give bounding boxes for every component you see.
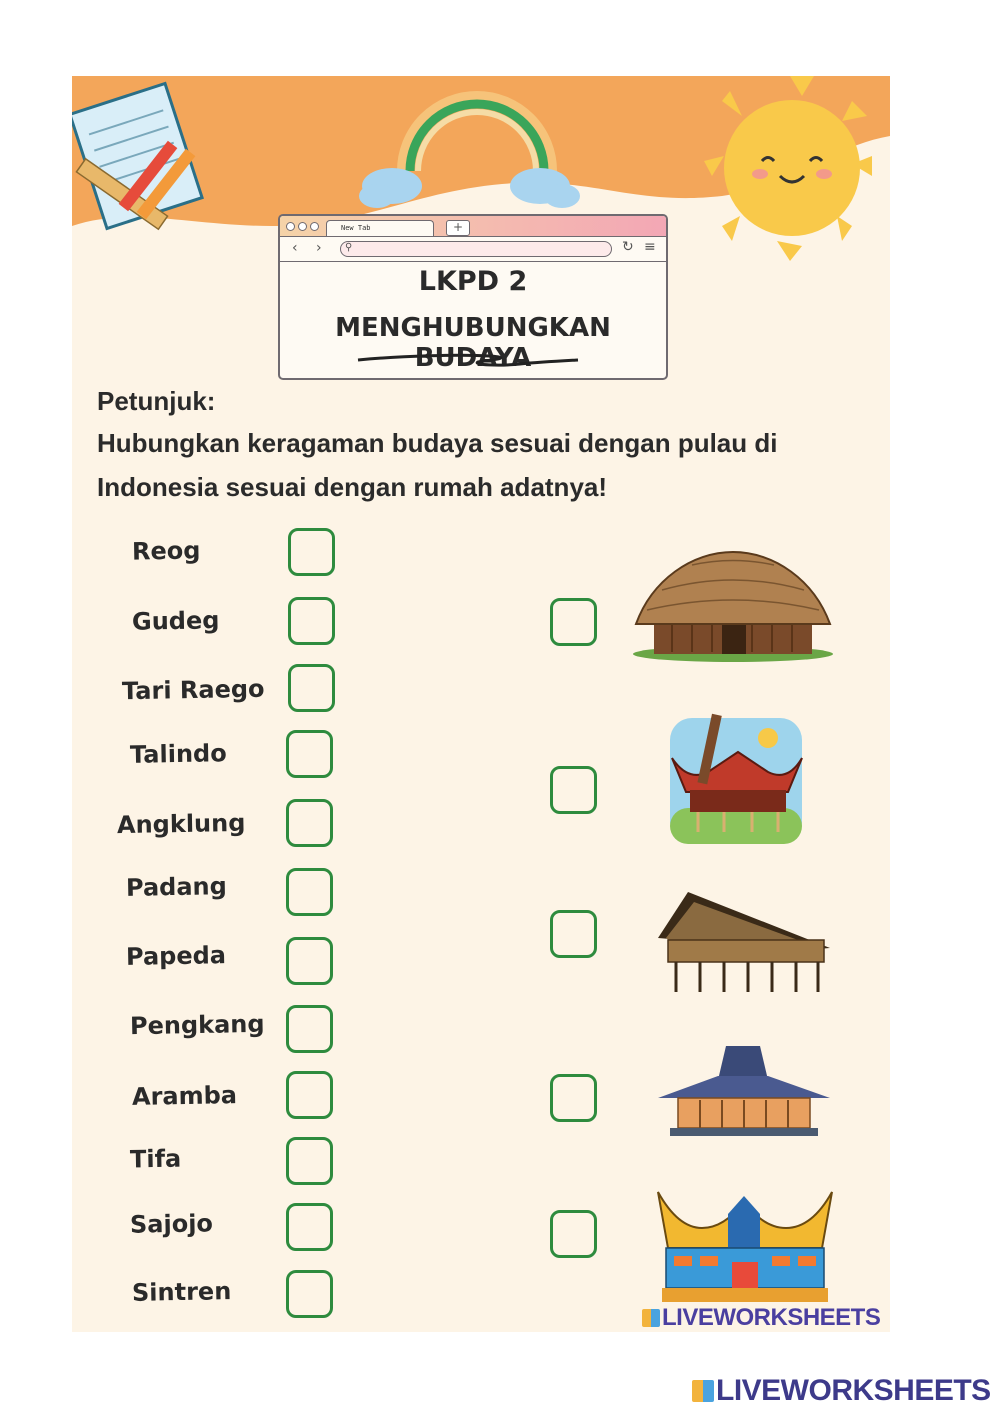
answer-box-talindo[interactable] (286, 730, 333, 778)
worksheet-title: LKPD 2 (418, 266, 528, 297)
liveworksheets-footer-logo (692, 1374, 991, 1408)
culture-label: Sajojo (129, 1209, 214, 1239)
culture-label: Tari Raego (121, 674, 265, 706)
culture-label: Padang (125, 872, 228, 902)
answer-box-house-2[interactable] (550, 766, 597, 814)
answer-box-pengkang[interactable] (286, 1005, 333, 1053)
browser-window-title-card (278, 214, 668, 380)
window-dot-icon (310, 222, 319, 231)
answer-box-gudeg[interactable] (288, 597, 335, 645)
new-tab-plus-icon: + (446, 220, 470, 236)
worksheet-page (72, 76, 890, 1332)
answer-box-papeda[interactable] (286, 937, 333, 985)
answer-box-house-5[interactable] (550, 1210, 597, 1258)
rumah-gadang-icon (654, 1188, 836, 1316)
answer-box-reog[interactable] (288, 528, 335, 576)
instruction-line-2: Indonesia sesuai dengan rumah adatnya! (97, 472, 608, 502)
window-dot-icon (286, 222, 295, 231)
search-icon: ⚲ (345, 242, 353, 253)
culture-label: Tifa (129, 1144, 182, 1174)
answer-box-padang[interactable] (286, 868, 333, 916)
answer-box-house-1[interactable] (550, 598, 597, 646)
squiggle-underline (340, 348, 580, 368)
answer-box-house-4[interactable] (550, 1074, 597, 1122)
tongkonan-house-icon (668, 712, 806, 846)
culture-label: Talindo (129, 739, 227, 769)
culture-label: Papeda (125, 941, 227, 971)
browser-tab: New Tab (326, 220, 434, 236)
menu-icon: ≡ (644, 239, 656, 255)
liveworksheets-logo-icon (692, 1380, 714, 1402)
watermark-text: LIVEWORKSHEETS (662, 1304, 881, 1331)
joglo-house-icon (656, 1042, 832, 1138)
culture-label: Aramba (131, 1081, 238, 1111)
worksheet-subtitle: MENGHUBUNGKAN BUDAYA (335, 313, 611, 373)
answer-box-tifa[interactable] (286, 1137, 333, 1185)
liveworksheets-logo-icon (642, 1309, 660, 1327)
answer-box-sajojo[interactable] (286, 1203, 333, 1251)
culture-label: Reog (131, 536, 201, 566)
honai-hut-icon (632, 550, 834, 664)
culture-label: Gudeg (131, 606, 220, 636)
instruction-heading: Petunjuk: (97, 386, 216, 416)
answer-box-tari-raego[interactable] (288, 664, 335, 712)
culture-label: Pengkang (129, 1009, 265, 1041)
liveworksheets-watermark (642, 1304, 880, 1332)
culture-label: Angklung (116, 808, 246, 840)
back-arrow-icon: ‹ (292, 240, 298, 256)
footer-logo-text: LIVEWORKSHEETS (716, 1374, 991, 1407)
answer-box-angklung[interactable] (286, 799, 333, 847)
culture-label: Sintren (131, 1277, 232, 1307)
answer-box-aramba[interactable] (286, 1071, 333, 1119)
reload-icon: ↻ (622, 239, 634, 255)
forward-arrow-icon: › (316, 240, 322, 256)
browser-tab-bar (280, 216, 666, 237)
address-bar (340, 241, 612, 257)
window-dot-icon (298, 222, 307, 231)
instruction-line-1: Hubungkan keragaman budaya sesuai dengan pulau di (97, 428, 778, 458)
answer-box-sintren[interactable] (286, 1270, 333, 1318)
answer-box-house-3[interactable] (550, 910, 597, 958)
browser-nav-row (280, 237, 666, 262)
longhouse-icon (654, 888, 832, 998)
